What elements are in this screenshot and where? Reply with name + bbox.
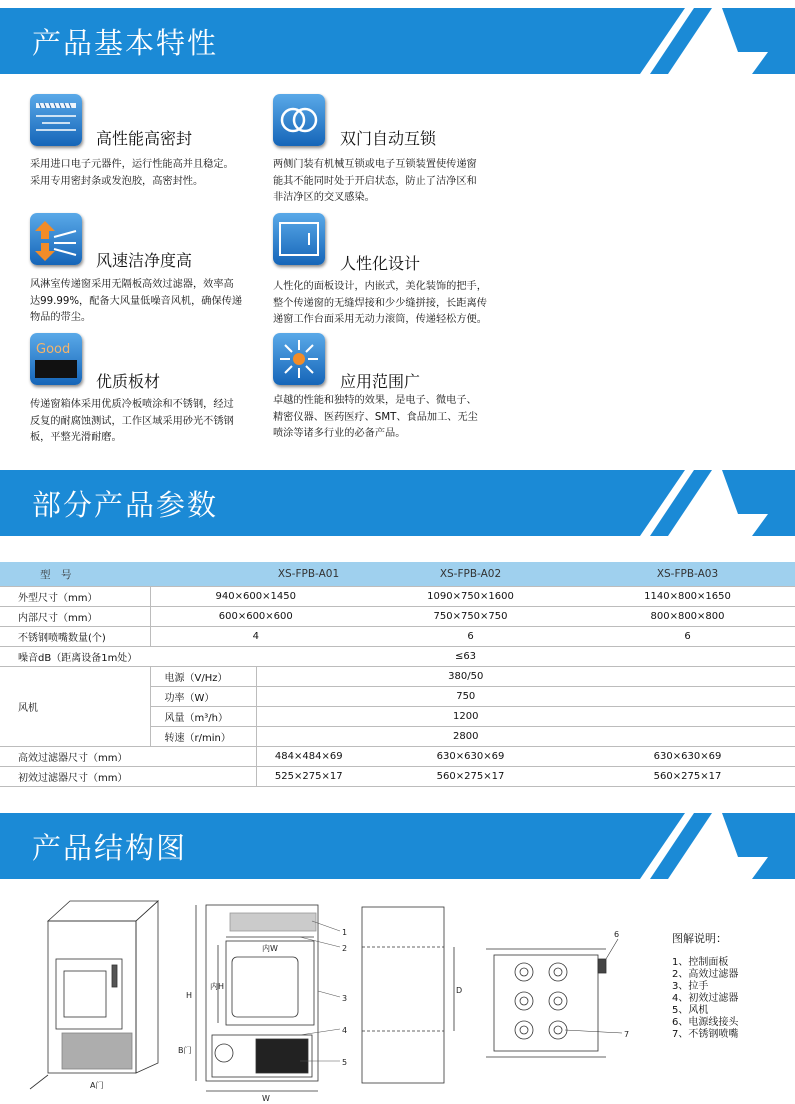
panel-window-icon: [273, 213, 325, 265]
feature-desc: 风淋室传递窗采用无隔板高效过滤器，效率高 达99.99%，配备大风量低噪音风机，确保传递 物品的带尘。: [30, 279, 243, 323]
svg-text:D: D: [456, 986, 463, 995]
svg-text:5: 5: [342, 1058, 348, 1067]
svg-text:W: W: [262, 1094, 270, 1103]
feature-name: 优质板材: [96, 372, 161, 391]
airflow-arrows-icon: [30, 213, 82, 265]
feature-desc: 人性化的面板设计，内嵌式，美化装饰的把手， 整个传递窗的无缝焊接和少少缝拼接，长距离传 递窗工作台面采用无动力滚筒，传递轻松方便。: [273, 281, 487, 325]
feature-name: 高性能高密封: [96, 129, 193, 148]
table-row: 风量（m³/h） 1200: [0, 707, 795, 727]
good-board-icon: [30, 333, 82, 385]
feature-name: 风速洁净度高: [96, 251, 193, 270]
table-row: 噪音dB（距离设备1m处） ≤63: [0, 647, 795, 667]
legend-item: 2、高效过滤器: [672, 969, 739, 980]
table-row: 风机 电源（V/Hz） 380/50: [0, 667, 795, 687]
svg-text:3: 3: [342, 994, 348, 1003]
feature-name: 双门自动互锁: [340, 129, 437, 148]
svg-text:7: 7: [624, 1030, 630, 1039]
legend-item: 4、初效过滤器: [672, 993, 739, 1004]
section-title: 部分产品参数: [32, 488, 219, 522]
section-banner-structure: [0, 813, 795, 879]
svg-text:2: 2: [342, 944, 348, 953]
table-row: 转速（r/min） 2800: [0, 727, 795, 747]
front-elevation: [196, 905, 318, 1091]
feature-name: 应用范围广: [340, 372, 421, 391]
svg-text:1: 1: [342, 928, 348, 937]
legend-title: 图解说明：: [672, 932, 727, 945]
svg-text:6: 6: [614, 930, 620, 939]
top-view: [486, 939, 622, 1057]
feature-desc: 传递窗箱体采用优质冷板喷涂和不锈钢，经过 反复的耐腐蚀测试，工作区域采用砂光不锈钢 板，平整光滑耐磨。: [30, 399, 234, 443]
table-row: 外型尺寸（mm） 940×600×1450 1090×750×1600 1140×800×1650: [0, 587, 795, 607]
table-row: 功率（W） 750: [0, 687, 795, 707]
section-title: 产品基本特性: [32, 26, 219, 60]
side-elevation: [362, 907, 454, 1083]
feature-desc: 采用进口电子元器件，运行性能高并且稳定。 采用专用密封条或发泡胶，高密封性。: [30, 159, 234, 187]
radiating-arrows-icon: [273, 333, 325, 385]
spec-table: [0, 562, 795, 787]
table-row: 不锈钢喷嘴数量(个) 4 6 6: [0, 627, 795, 647]
svg-text:内W: 内W: [262, 944, 278, 953]
table-row: 高效过滤器尺寸（mm） 484×484×69 630×630×69 630×630×69: [0, 747, 795, 767]
feature-name: 人性化设计: [340, 254, 421, 273]
good-label: Good: [36, 342, 71, 357]
legend-item: 3、拉手: [672, 981, 709, 992]
legend-item: 1、控制面板: [672, 957, 729, 968]
legend-item: 5、风机: [672, 1005, 709, 1016]
section-banner-params: [0, 470, 795, 536]
legend-item: 7、不锈钢喷嘴: [672, 1029, 739, 1040]
feature-desc: 两侧门装有机械互锁或电子互锁装置使传递窗 能其不能同时处于开启状态，防止了洁净区和 非洁净区的交叉感染。: [273, 159, 477, 203]
svg-text:4: 4: [342, 1026, 348, 1035]
table-header: 型 号 XS-FPB-A01 XS-FPB-A02 XS-FPB-A03: [0, 562, 795, 587]
legend-item: 6、电源线接头: [672, 1017, 739, 1028]
cabinet-isometric: [30, 901, 158, 1089]
table-row: 内部尺寸（mm） 600×600×600 750×750×750 800×800×800: [0, 607, 795, 627]
door-label: B门: [178, 1046, 192, 1055]
door-label: A门: [90, 1081, 104, 1090]
feature-desc: 卓越的性能和独特的效果，是电子、微电子、 精密仪器、医药医疗、SMT、食品加工、无尘 喷涂等诸多行业的必备产品。: [273, 395, 478, 439]
svg-text:内H: 内H: [210, 982, 225, 991]
section-title: 产品结构图: [32, 831, 188, 865]
structure-drawing: [0, 893, 670, 1104]
filter-sheet-icon: [30, 94, 82, 146]
table-row: 初效过滤器尺寸（mm） 525×275×17 560×275×17 560×275×17: [0, 767, 795, 787]
interlock-rings-icon: [273, 94, 325, 146]
section-banner-features: [0, 8, 795, 74]
svg-text:H: H: [186, 991, 193, 1000]
diagram-legend: [672, 933, 738, 1041]
